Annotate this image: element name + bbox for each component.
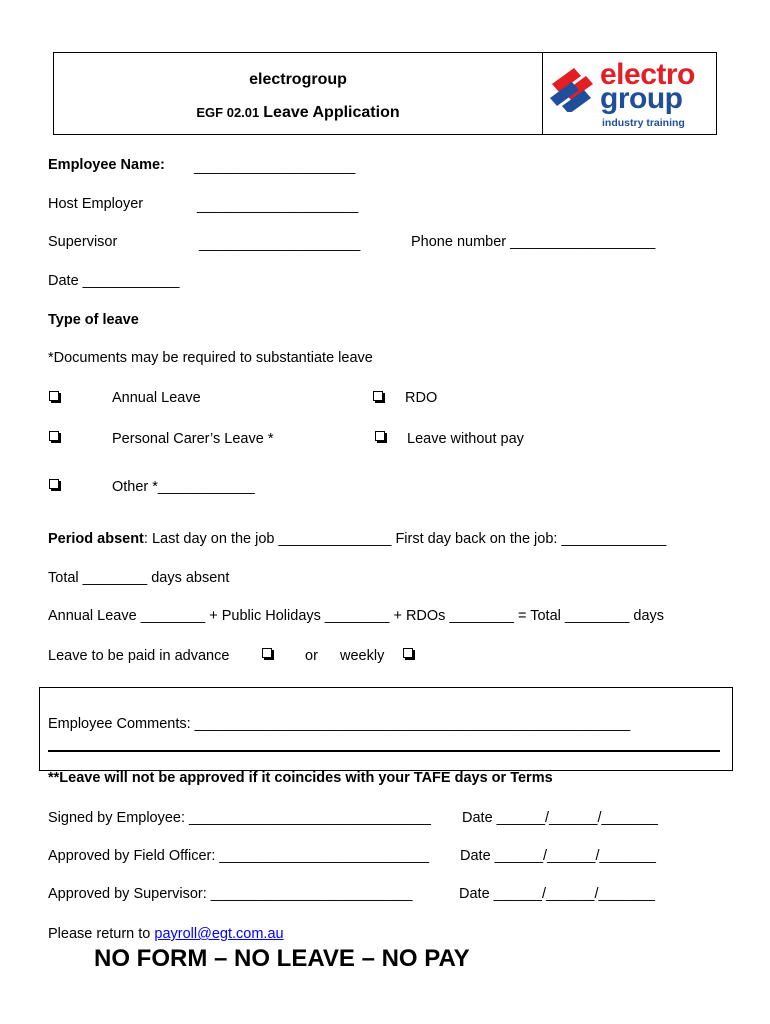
leave-breakdown-fields[interactable]: Annual Leave ________ + Public Holidays ________ + RDOs ________ = Total ________ days [48,608,665,624]
return-instruction [48,927,284,942]
leave-without-pay-checkbox[interactable] [375,431,385,441]
documents-note: *Documents may be required to substantiate leave [48,350,373,366]
supervisor-date-field[interactable]: Date ______/______/_______ [459,886,655,902]
type-of-leave-heading: Type of leave [48,312,139,328]
form-code: EGF 02.01 [196,105,260,120]
form-title [54,104,542,122]
date-field[interactable]: Date ____________ [48,273,180,289]
period-absent-fields[interactable]: : Last day on the job ______________ First day back on the job: _____________ [143,531,667,547]
employee-name-label: Employee Name: [48,157,165,173]
supervisor-label: Supervisor [48,234,118,250]
comments-second-line[interactable] [48,750,720,752]
period-absent-label: Period absent [48,531,144,547]
host-employer-label: Host Employer [48,196,144,212]
weekly-label: weekly [340,648,385,664]
total-days-absent-field[interactable]: Total ________ days absent [48,570,230,586]
employee-comments-field[interactable]: Employee Comments: ______________________________________________________ [48,716,631,732]
leave-without-pay-label: Leave without pay [407,431,524,447]
personal-carers-leave-checkbox[interactable] [49,431,59,441]
field-officer-date-field[interactable]: Date ______/______/_______ [460,848,656,864]
logo-word-group: group [600,82,683,115]
employee-date-field[interactable]: Date ______/______/_______ [462,810,658,826]
phone-number-field[interactable]: Phone number __________________ [411,234,656,250]
employee-name-field[interactable]: ____________________ [194,159,356,175]
weekly-checkbox[interactable] [403,648,413,658]
rdo-checkbox[interactable] [373,391,383,401]
supervisor-field[interactable]: ____________________ [199,236,361,252]
field-officer-signature-field[interactable]: Approved by Field Officer: __________________________ [48,848,430,864]
annual-leave-label: Annual Leave [112,390,201,406]
tafe-warning: **Leave will not be approved if it coincides with your TAFE days or Terms [48,770,553,786]
other-leave-field[interactable]: Other *____________ [112,479,255,495]
personal-carers-leave-label: Personal Carer’s Leave * [112,431,274,447]
period-absent-row [48,532,666,547]
header-divider [542,53,543,134]
form-name: Leave Application [263,104,400,121]
employee-signature-field[interactable]: Signed by Employee: ______________________________ [48,810,431,826]
paid-in-advance-checkbox[interactable] [262,648,272,658]
logo-mark-icon [548,62,600,112]
host-employer-field[interactable]: ____________________ [197,198,359,214]
return-text: Please return to [48,926,155,942]
logo-word-electro: electro [600,58,695,91]
other-leave-checkbox[interactable] [49,479,59,489]
logo-tagline: industry training [602,117,685,129]
payroll-email-link[interactable]: payroll@egt.com.au [154,926,284,942]
or-label: or [305,648,318,664]
supervisor-signature-field[interactable]: Approved by Supervisor: _________________________ [48,886,413,902]
slogan: NO FORM – NO LEAVE – NO PAY [94,945,470,972]
organisation-name: electrogroup [249,71,347,88]
annual-leave-checkbox[interactable] [49,391,59,401]
rdo-label: RDO [405,390,438,406]
electrogroup-logo [548,58,716,134]
paid-in-advance-label: Leave to be paid in advance [48,648,230,664]
